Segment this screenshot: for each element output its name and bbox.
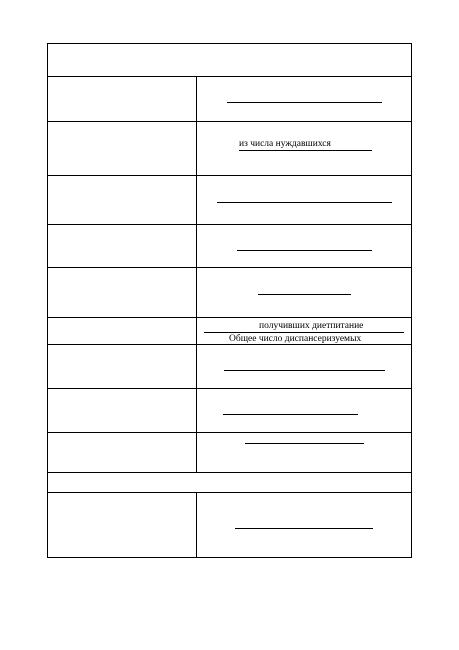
blank-line[interactable] [235,528,373,529]
row-value-cell [197,389,411,432]
row-value-cell [197,122,411,175]
row-value-cell [197,225,411,267]
blank-line[interactable] [237,250,372,251]
blank-line[interactable] [217,202,392,203]
section-row [48,473,411,493]
blank-line[interactable] [223,414,358,415]
blank-line[interactable] [245,443,364,444]
form-table [47,43,412,558]
fraction-bar[interactable] [204,332,404,333]
row-value-cell [197,77,411,121]
row-label-cell [48,345,197,388]
row-value-cell [197,268,411,317]
table-row [48,225,411,268]
blank-line[interactable] [227,102,382,103]
row-value-cell [197,345,411,388]
fraction-top-text: из числа нуждавшихся [239,139,331,149]
table-row [48,493,411,557]
table-row [48,176,411,225]
blank-line[interactable] [258,294,351,295]
table-row [48,433,411,473]
row-label-cell [48,268,197,317]
table-row [48,77,411,122]
row-label-cell [48,433,197,472]
row-label-cell [48,77,197,121]
fraction-numerator: получивших диетпитание [259,321,364,331]
row-label-cell [48,122,197,175]
blank-line[interactable] [224,370,385,371]
row-value-cell [197,318,411,344]
table-row [48,345,411,389]
row-label-cell [48,389,197,432]
row-label-cell [48,176,197,224]
row-label-cell [48,493,197,557]
fraction-denominator: Общее число диспансеризуемых [229,334,362,344]
section-cell [48,473,411,492]
table-header-row [48,44,411,77]
table-row [48,318,411,345]
fraction-underline[interactable] [239,150,372,151]
row-value-cell [197,176,411,224]
header-cell [48,44,411,76]
row-value-cell [197,433,411,472]
row-label-cell [48,225,197,267]
row-label-cell [48,318,197,344]
table-row [48,122,411,176]
row-value-cell [197,493,411,557]
table-row [48,389,411,433]
table-row [48,268,411,318]
